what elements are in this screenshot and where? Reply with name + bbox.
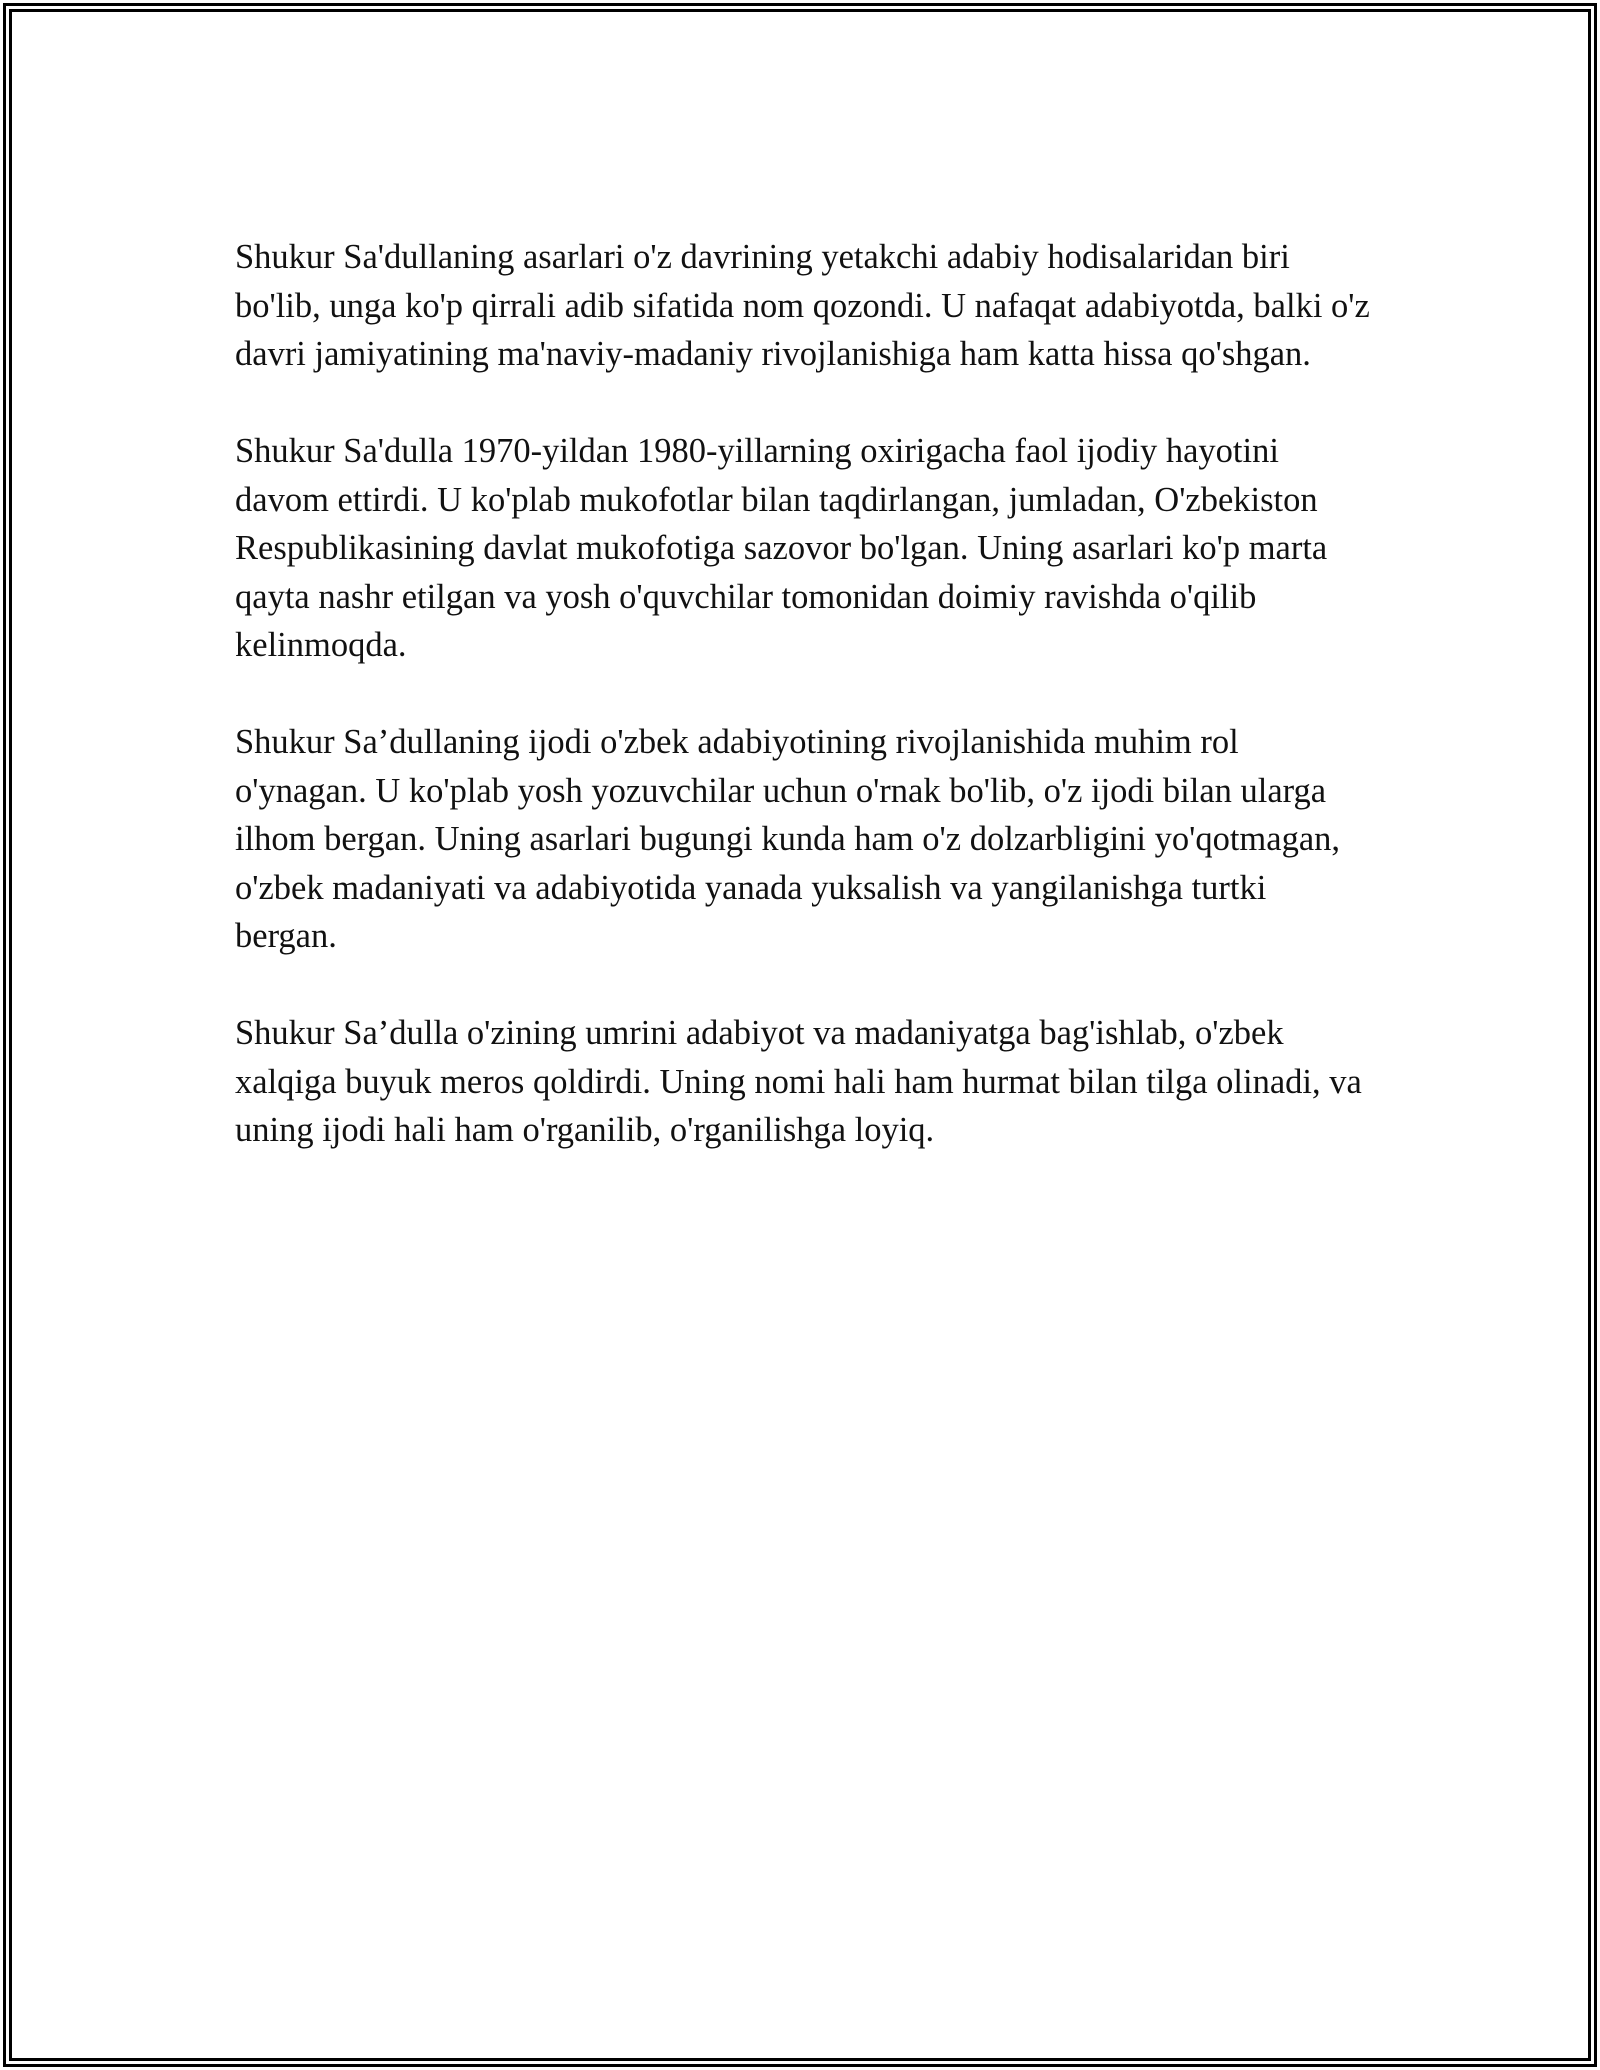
document-body: [235, 233, 1375, 1203]
paragraph-2: Shukur Sa'dulla 1970-yildan 1980-yillarning oxirigacha faol ijodiy hayotini davom ettirdi. U ko'plab mukofotlar bilan taqdirlangan, jumladan, O'zbekiston Respublikasining davlat mukofotiga sazovor bo'lgan. Uning asarlari ko'p marta qayta nashr etilgan va yosh o'quvchilar tomonidan doimiy ravishda o'qilib kelinmoqda.: [235, 432, 1328, 664]
paragraph-3: Shukur Sa’dullaning ijodi o'zbek adabiyotining rivojlanishida muhim rol o'ynagan. U ko'plab yosh yozuvchilar uchun o'rnak bo'lib, o'z ijodi bilan ularga ilhom bergan. Uning asarlari bugungi kunda ham o'z dolzarbligini yo'qotmagan, o'zbek madaniyati va adabiyotida yanada yuksalish va yangilanishga turtki bergan.: [235, 723, 1341, 955]
paragraph-1: Shukur Sa'dullaning asarlari o'z davrining yetakchi adabiy hodisalaridan biri bo'lib, unga ko'p qirrali adib sifatida nom qozondi. U nafaqat adabiyotda, balki o'z davri jamiyatining ma'naviy-madaniy rivojlanishiga ham katta hissa qo'shgan.: [235, 238, 1370, 373]
paragraph-4: Shukur Sa’dulla o'zining umrini adabiyot va madaniyatga bag'ishlab, o'zbek xalqiga buyuk meros qoldirdi. Uning nomi hali ham hurmat bilan tilga olinadi, va uning ijodi hali ham o'rganilib, o'rganilishga loyiq.: [235, 1014, 1362, 1149]
